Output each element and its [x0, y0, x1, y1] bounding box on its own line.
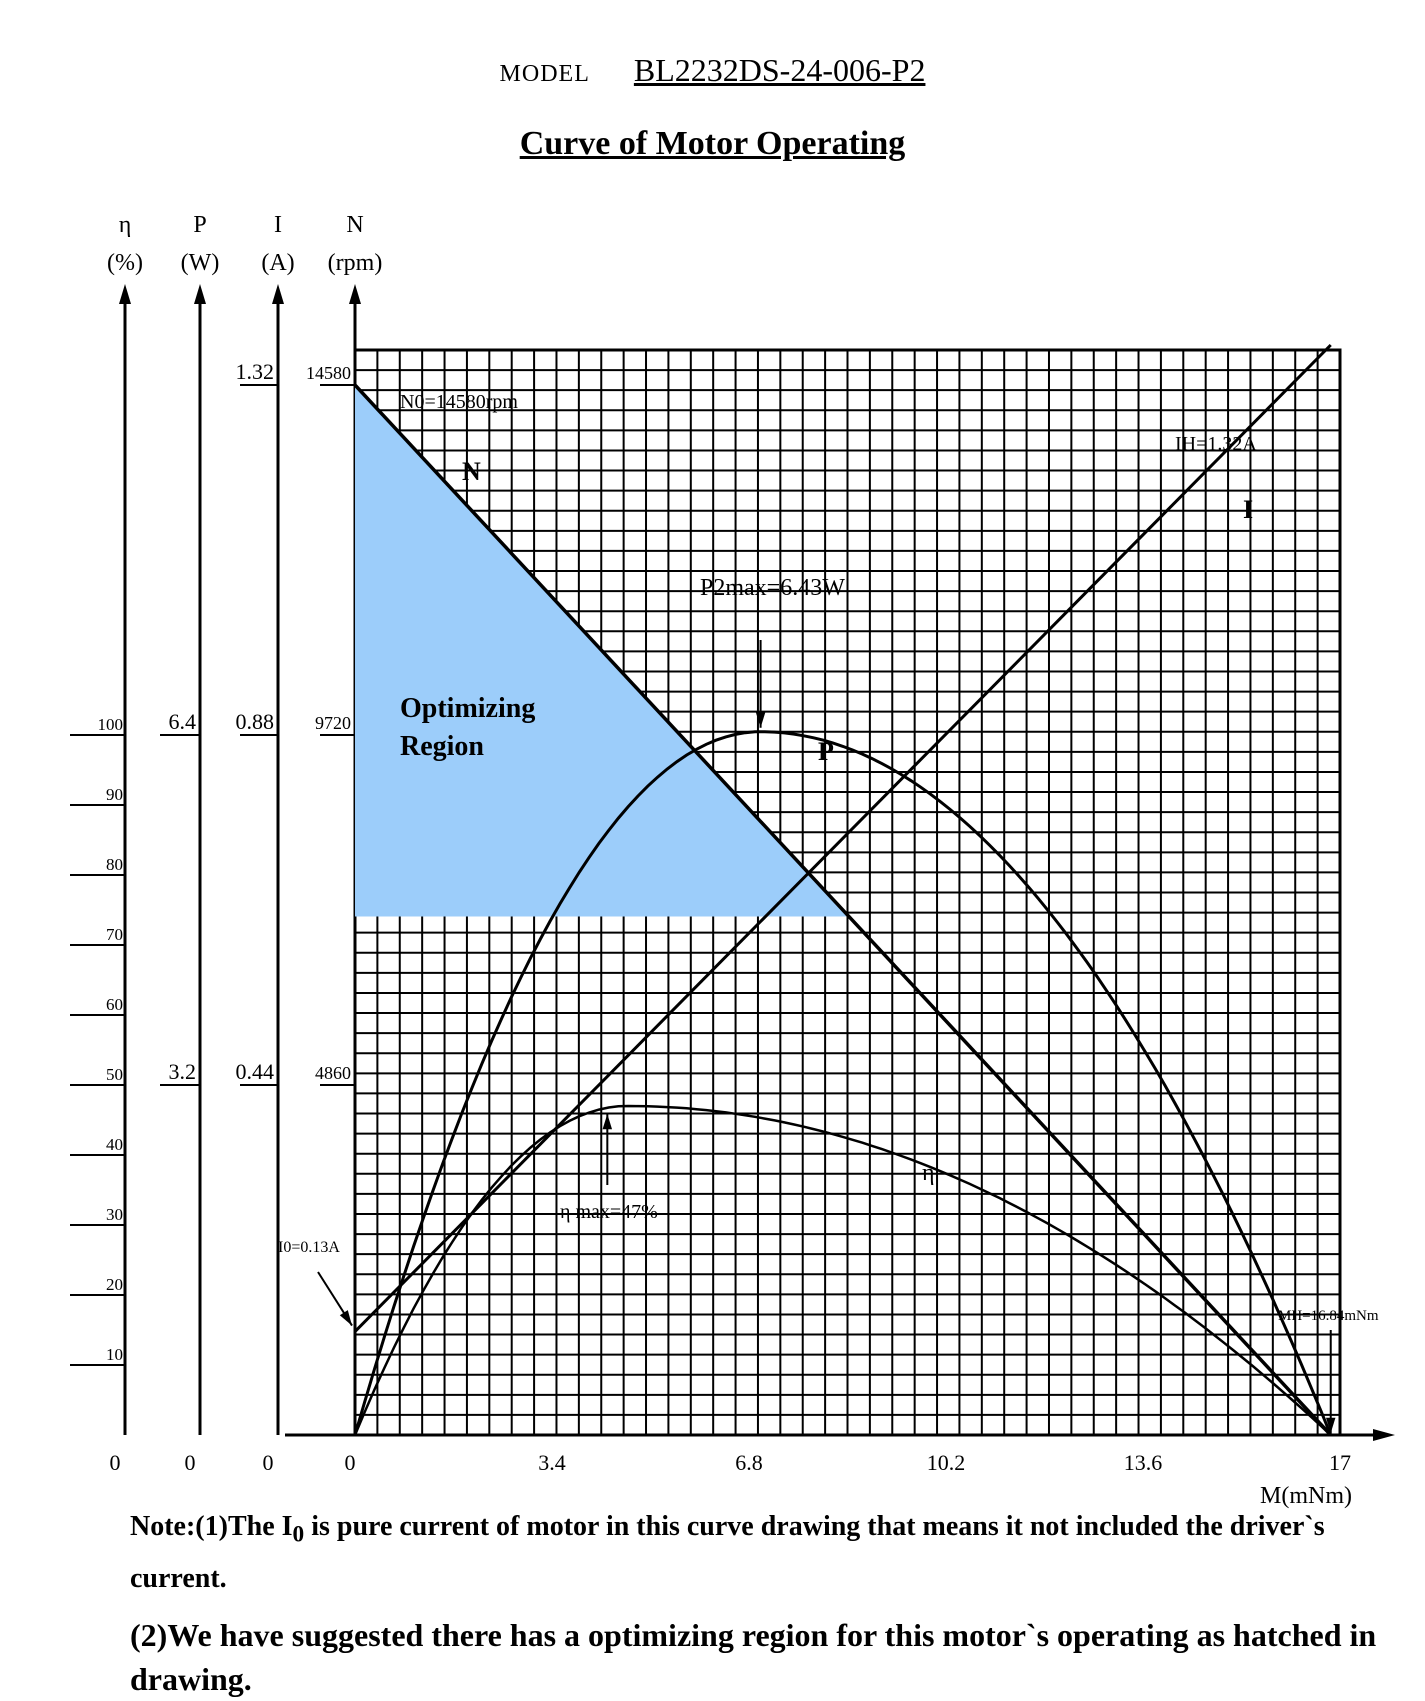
eta-axis-unit: (%) [107, 250, 143, 276]
eta-tick-label: 50 [106, 1065, 123, 1084]
eta-tick-label: 40 [106, 1135, 123, 1154]
i0-label: I0=0.13A [278, 1239, 340, 1256]
eta-tick-label: 70 [106, 925, 123, 944]
region-label-line2: Region [400, 731, 484, 762]
notes [130, 1505, 1400, 1701]
p-curve-label: P [818, 737, 834, 766]
current-axis-zero: 0 [262, 1450, 274, 1475]
power-tick-label: 3.2 [168, 1059, 196, 1084]
p2max-label: P2max=6.43W [700, 575, 845, 601]
eta-curve [355, 1106, 1331, 1435]
current-axis-arrow [272, 284, 284, 304]
speed-axis-arrow [349, 284, 361, 304]
model-label: MODEL [499, 61, 590, 87]
i-curve-label: I [1243, 495, 1254, 524]
eta-axis-arrow [119, 284, 131, 304]
speed-axis-unit: (rpm) [327, 250, 383, 276]
mh-label: MH=16.84mNm [1278, 1308, 1379, 1324]
torque-tick-label: 6.8 [735, 1450, 763, 1475]
power-tick-label: 6.4 [168, 709, 196, 734]
etamax-arrow-head [603, 1114, 612, 1129]
note-1: Note:(1)The $I_0$ is pure current of motor in this curve drawing that means it not included the driver`s current. [130, 1511, 1325, 1594]
speed-tick-label: 14580 [306, 363, 351, 383]
current-tick-label: 1.32 [235, 359, 274, 384]
torque-axis-arrow [1373, 1429, 1395, 1441]
eta-tick-label: 30 [106, 1205, 123, 1224]
current-axis-symbol: I [274, 212, 282, 238]
chart-title: Curve of Motor Operating [519, 125, 906, 162]
speed-tick-label: 9720 [315, 713, 351, 733]
eta-axis-zero: 0 [109, 1450, 121, 1475]
torque-axis-label: M(mNm) [1260, 1483, 1352, 1509]
model-name: BL2232DS-24-006-P2 [633, 52, 926, 88]
current-tick-label: 0.44 [235, 1059, 274, 1084]
current-tick-label: 0.88 [235, 709, 274, 734]
eta-tick-label: 90 [106, 785, 123, 804]
eta-tick-label: 80 [106, 855, 123, 874]
eta-tick-label: 100 [97, 715, 123, 734]
eta-tick-label: 20 [106, 1275, 123, 1294]
eta-tick-label: 10 [106, 1345, 123, 1364]
speed-axis-symbol: N [346, 212, 364, 238]
power-axis-unit: (W) [180, 250, 220, 276]
torque-tick-label: 17 [1329, 1450, 1351, 1475]
n-curve-label: N [462, 457, 481, 486]
ih-label: IH=1.32A [1175, 433, 1257, 455]
power-axis-arrow [194, 284, 206, 304]
current-axis-unit: (A) [261, 250, 295, 276]
power-axis-symbol: P [193, 212, 207, 238]
eta-tick-label: 60 [106, 995, 123, 1014]
eta-axis-symbol: η [118, 212, 132, 238]
note-2: (2)We have suggested there has a optimizing region for this motor`s operating as hatched in drawing. [130, 1616, 1377, 1697]
power-axis-zero: 0 [184, 1450, 196, 1475]
speed-axis-zero: 0 [344, 1450, 356, 1475]
torque-tick-label: 10.2 [926, 1450, 966, 1475]
i0-arrow-head [340, 1310, 352, 1325]
etamax-label: η max=47% [560, 1201, 658, 1223]
speed-tick-label: 4860 [315, 1063, 351, 1083]
torque-tick-label: 13.6 [1123, 1450, 1163, 1475]
eta-curve-label: η [922, 1160, 935, 1186]
n0-label: N0=14580rpm [400, 391, 518, 413]
region-label-line1: Optimizing [400, 693, 536, 724]
torque-tick-label: 3.4 [538, 1450, 566, 1475]
